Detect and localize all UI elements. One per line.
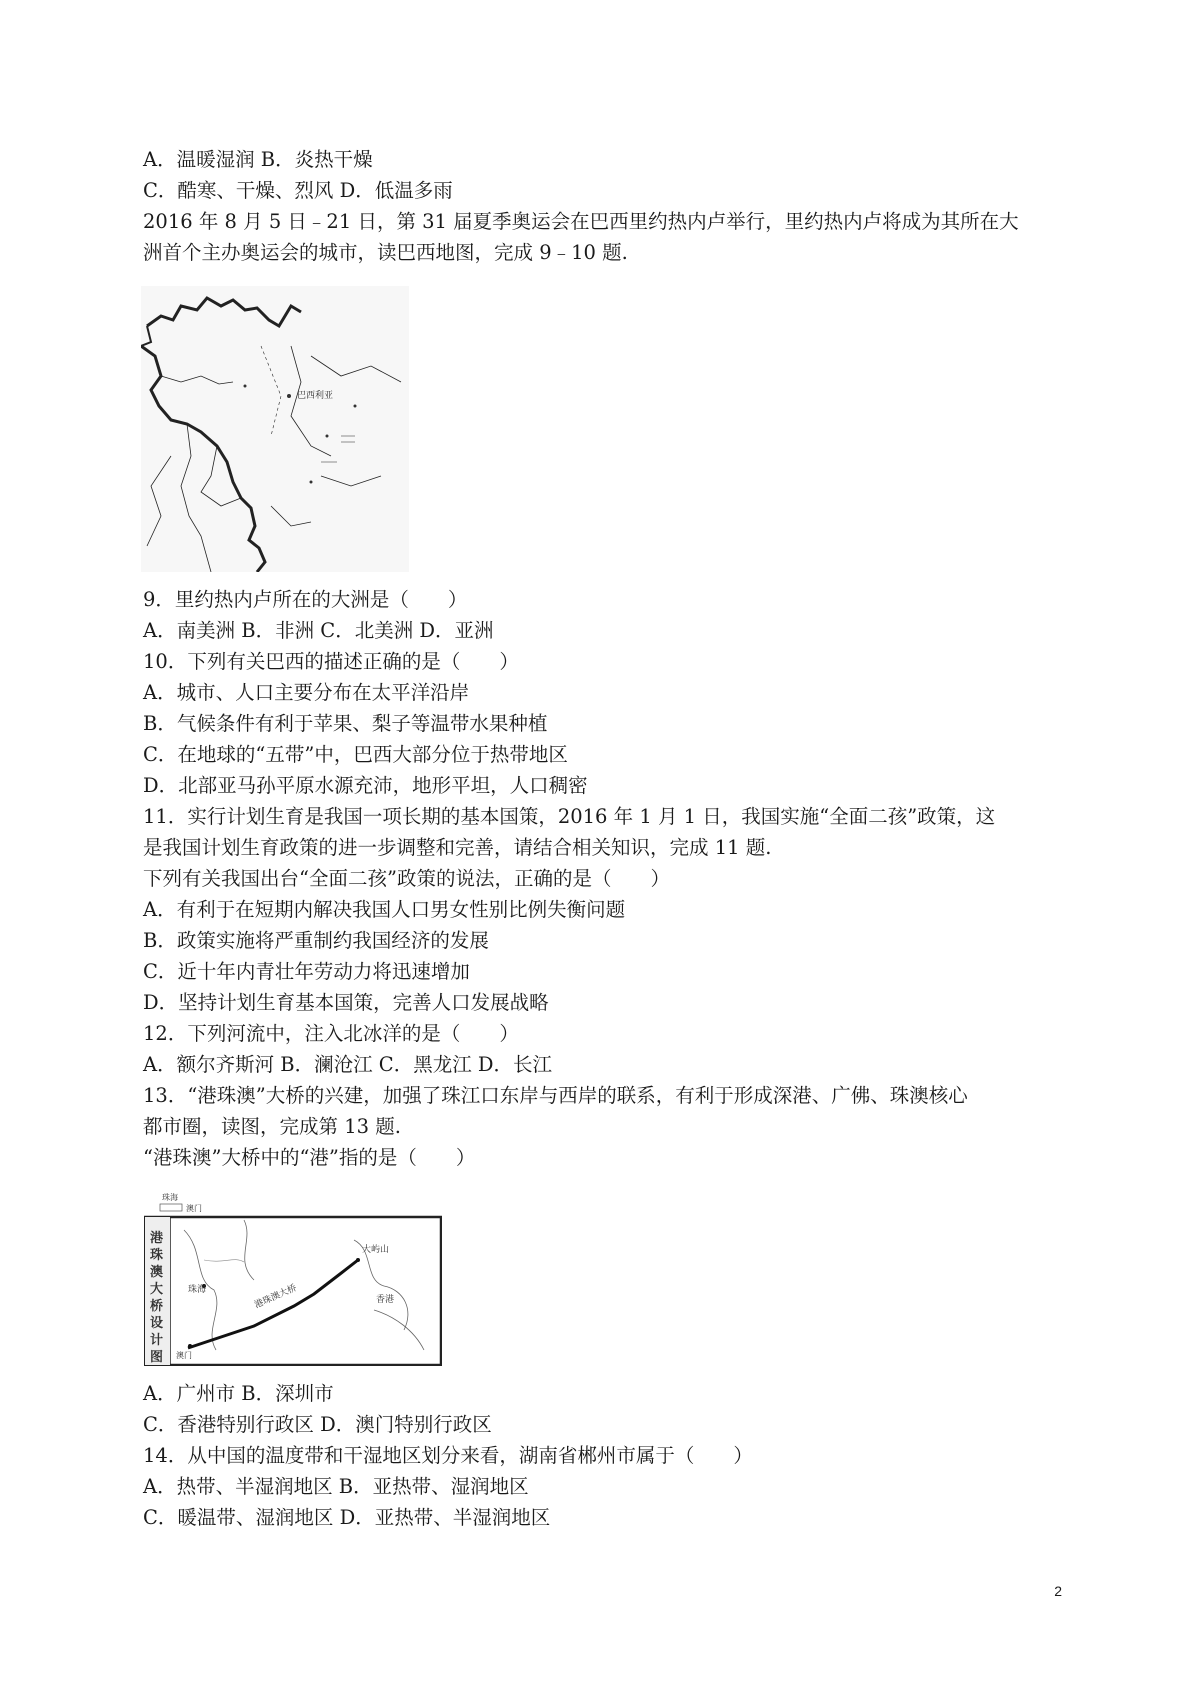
q10-option-c: C．在地球的“五带”中，巴西大部分位于热带地区	[143, 743, 568, 766]
bridge-label-zhuhai: 珠海	[188, 1285, 207, 1295]
q9-options: A．南美洲 B．非洲 C．北美洲 D．亚洲	[143, 619, 494, 642]
q10-stem: 10．下列有关巴西的描述正确的是（ ）	[143, 650, 519, 673]
q13-intro-line-2: 都市圈，读图，完成第 13 题.	[143, 1115, 401, 1138]
bridge-side-title: 港珠澳大桥设计图	[150, 1231, 164, 1365]
q11-option-a: A．有利于在短期内解决我国人口男女性别比例失衡问题	[143, 898, 626, 921]
bridge-map-drawing	[144, 1190, 442, 1366]
brazil-map-figure	[141, 286, 409, 572]
bridge-label-macau: 澳门	[176, 1351, 192, 1360]
q13-options-line-2: C．香港特别行政区 D．澳门特别行政区	[143, 1413, 492, 1436]
brazil-map-label: 巴西利亚	[297, 391, 334, 401]
bridge-map-figure	[144, 1190, 442, 1366]
q14-options-line-2: C．暖温带、湿润地区 D．亚热带、半湿润地区	[143, 1506, 551, 1529]
bridge-label-bridge: 港珠澳大桥	[253, 1283, 299, 1311]
q9-10-intro-line-2: 洲首个主办奥运会的城市，读巴西地图，完成 9﹣10 题.	[143, 241, 628, 264]
bridge-label-hongkong: 香港	[376, 1295, 395, 1305]
bridge-legend-top: 珠海	[162, 1193, 178, 1202]
q13-stem: “港珠澳”大桥中的“港”指的是（ ）	[143, 1146, 476, 1169]
q11-option-d: D．坚持计划生育基本国策，完善人口发展战略	[143, 991, 549, 1014]
page-number: 2	[1054, 1583, 1062, 1599]
q11-option-c: C．近十年内青壮年劳动力将迅速增加	[143, 960, 470, 983]
q13-options-line-1: A．广州市 B．深圳市	[143, 1382, 334, 1405]
q8-options-line-1: A．温暖湿润 B．炎热干燥	[143, 148, 373, 171]
q11-intro-line-2: 是我国计划生育政策的进一步调整和完善，请结合相关知识，完成 11 题.	[143, 836, 772, 859]
bridge-label-dayushan: 大屿山	[362, 1245, 390, 1255]
q9-10-intro-line-1: 2016 年 8 月 5 日﹣21 日，第 31 届夏季奥运会在巴西里约热内卢举行，里约热内卢将成为其所在大	[143, 210, 1019, 233]
q11-intro-line-1: 11．实行计划生育是我国一项长期的基本国策，2016 年 1 月 1 日，我国实施“全面二孩”政策，这	[143, 805, 996, 828]
q10-option-b: B．气候条件有利于苹果、梨子等温带水果种植	[143, 712, 548, 735]
q14-options-line-1: A．热带、半湿润地区 B．亚热带、湿润地区	[143, 1475, 529, 1498]
q11-stem: 下列有关我国出台“全面二孩”政策的说法，正确的是（ ）	[143, 867, 670, 890]
q12-options: A．额尔齐斯河 B．澜沧江 C．黑龙江 D．长江	[143, 1053, 553, 1076]
q12-stem: 12．下列河流中，注入北冰洋的是（ ）	[143, 1022, 519, 1045]
q10-option-d: D．北部亚马孙平原水源充沛，地形平坦，人口稠密	[143, 774, 588, 797]
q8-options-line-2: C．酷寒、干燥、烈风 D．低温多雨	[143, 179, 453, 202]
q11-option-b: B．政策实施将严重制约我国经济的发展	[143, 929, 489, 952]
brazil-map-drawing	[141, 286, 409, 572]
bridge-legend-sub: 澳门	[186, 1204, 202, 1213]
q14-stem: 14．从中国的温度带和干湿地区划分来看，湖南省郴州市属于（ ）	[143, 1444, 753, 1467]
q13-intro-line-1: 13．“港珠澳”大桥的兴建，加强了珠江口东岸与西岸的联系，有利于形成深港、广佛、珠澳核心	[143, 1084, 968, 1107]
q10-option-a: A．城市、人口主要分布在太平洋沿岸	[143, 681, 470, 704]
q9-stem: 9．里约热内卢所在的大洲是（ ）	[143, 588, 468, 611]
